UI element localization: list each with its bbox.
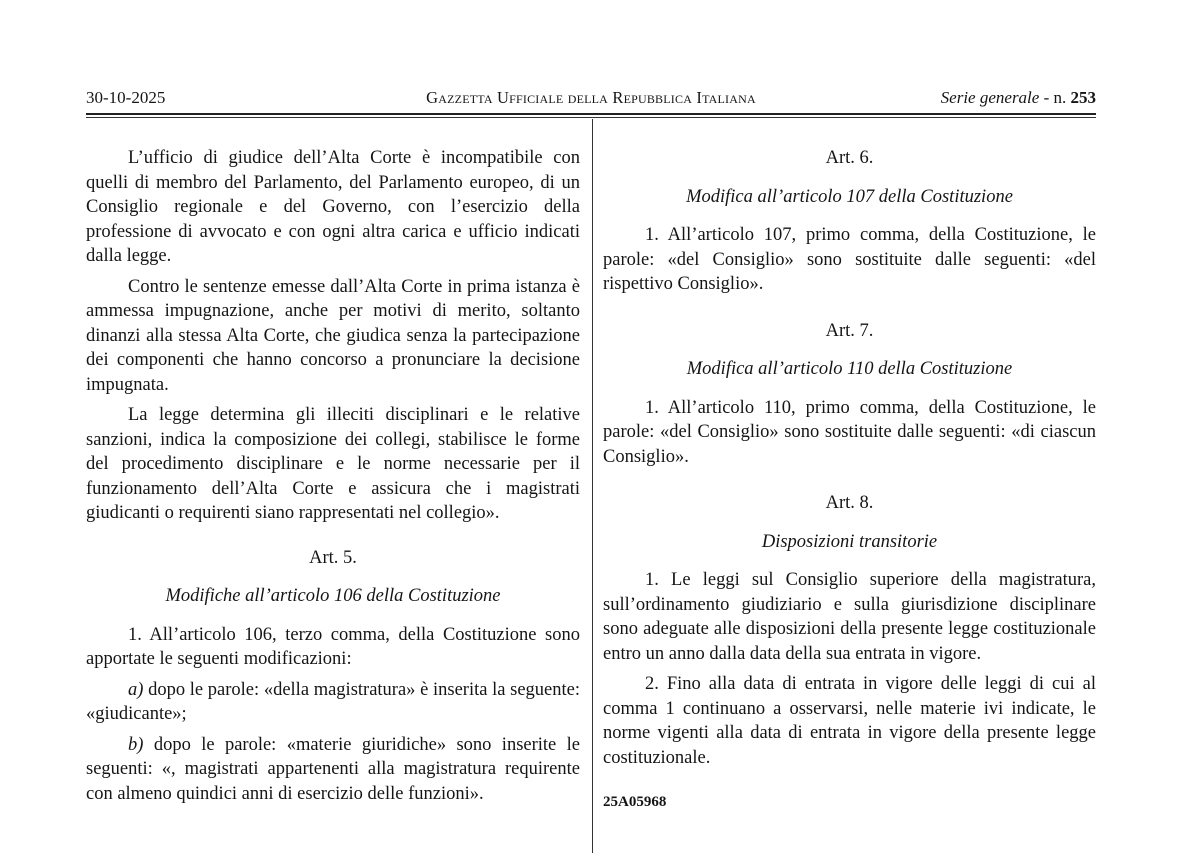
paragraph-disciplinary-law: La legge determina gli illeciti disciplinari e le relative sanzioni, indica la composizione dei collegi, stabilisce le forme del procedimento disciplinare e le norme necessarie per il funzionamento dell’Alta Corte e assicura che i magistrati giudicanti o requirenti siano rappresentati nel collegio». (86, 405, 580, 523)
page-header (86, 87, 1096, 111)
letter-a-text: dopo le parole: «della magistratura» è inserita la seguente: «giudicante»; (86, 679, 580, 724)
article-8-title: Disposizioni transitorie (761, 531, 938, 552)
article-7-comma-1: 1. All’articolo 110, primo comma, della Costituzione, le parole: «del Consiglio» sono sostituite dalle seguenti: «di ciascun Consiglio». (603, 397, 1096, 467)
article-8-number: Art. 8. (825, 493, 874, 513)
letter-b-label: b) (128, 734, 144, 755)
right-column (603, 146, 1096, 815)
series-info (941, 87, 1096, 109)
header-rule-thin (86, 117, 1096, 118)
letter-a-label: a) (128, 679, 144, 700)
article-8-comma-2: 2. Fino alla data di entrata in vigore delle leggi di cui al comma 1 continuano a osservarsi, nelle materie ivi indicate, le norme vigenti alla data di entrata in vigore della presente legge costituzionale. (603, 674, 1096, 768)
article-5-letter-b (86, 733, 580, 807)
article-7-title: Modifica all’articolo 110 della Costituzione (686, 359, 1013, 379)
header-rule-thick (86, 113, 1096, 115)
article-5-title: Modifiche all’articolo 106 della Costituzione (165, 586, 501, 606)
gazette-title: Gazzetta Ufficiale della Repubblica Italiana (426, 88, 756, 107)
publication-date: 30-10-2025 (86, 88, 166, 107)
document-code: 25A05968 (603, 794, 667, 810)
issue-number: 253 (1070, 88, 1096, 107)
letter-b-text: dopo le parole: «materie giuridiche» sono inserite le seguenti: «, magistrati appartenenti alla magistratura requirente con almeno quindici anni di esercizio delle funzioni». (86, 734, 580, 804)
article-5-comma-1: 1. All’articolo 106, terzo comma, della Costituzione sono apportate le seguenti modificazioni: (86, 624, 580, 669)
article-5-letter-a (86, 678, 580, 727)
article-7-number: Art. 7. (825, 320, 874, 341)
article-8-comma-1: 1. Le leggi sul Consiglio superiore della magistratura, sull’ordinamento giudiziario e sulla giurisdizione disciplinare sono adeguate alle disposizioni della presente legge costituzionale entro un anno dalla data della sua entrata in vigore. (603, 570, 1096, 664)
article-6-title: Modifica all’articolo 107 della Costituzione (686, 186, 1013, 207)
article-6-comma-1: 1. All’articolo 107, primo comma, della Costituzione, le parole: «del Consiglio» sono sostituite dalle seguenti: «del rispettivo Consiglio». (603, 225, 1096, 294)
article-5-number: Art. 5. (309, 547, 357, 568)
paragraph-incompatibility: L’ufficio di giudice dell’Alta Corte è incompatibile con quelli di membro del Parlamento, del Parlamento europeo, di un Consiglio regionale e del Governo, con l’esercizio della professione di avvocato e con ogni altra carica e ufficio indicati dalla legge. (86, 148, 580, 266)
column-divider (592, 119, 593, 853)
series-separator: - n. (1039, 88, 1071, 107)
left-column (86, 146, 580, 812)
paragraph-appeal: Contro le sentenze emesse dall’Alta Corte in prima istanza è ammessa impugnazione, anche per motivi di merito, soltanto dinanzi alla stessa Alta Corte, che giudica senza la partecipazione dei componenti che hanno concorso a pronunciare la decisione impugnata. (86, 276, 580, 395)
article-6-number: Art. 6. (825, 148, 874, 168)
series-label: Serie generale (940, 88, 1040, 107)
